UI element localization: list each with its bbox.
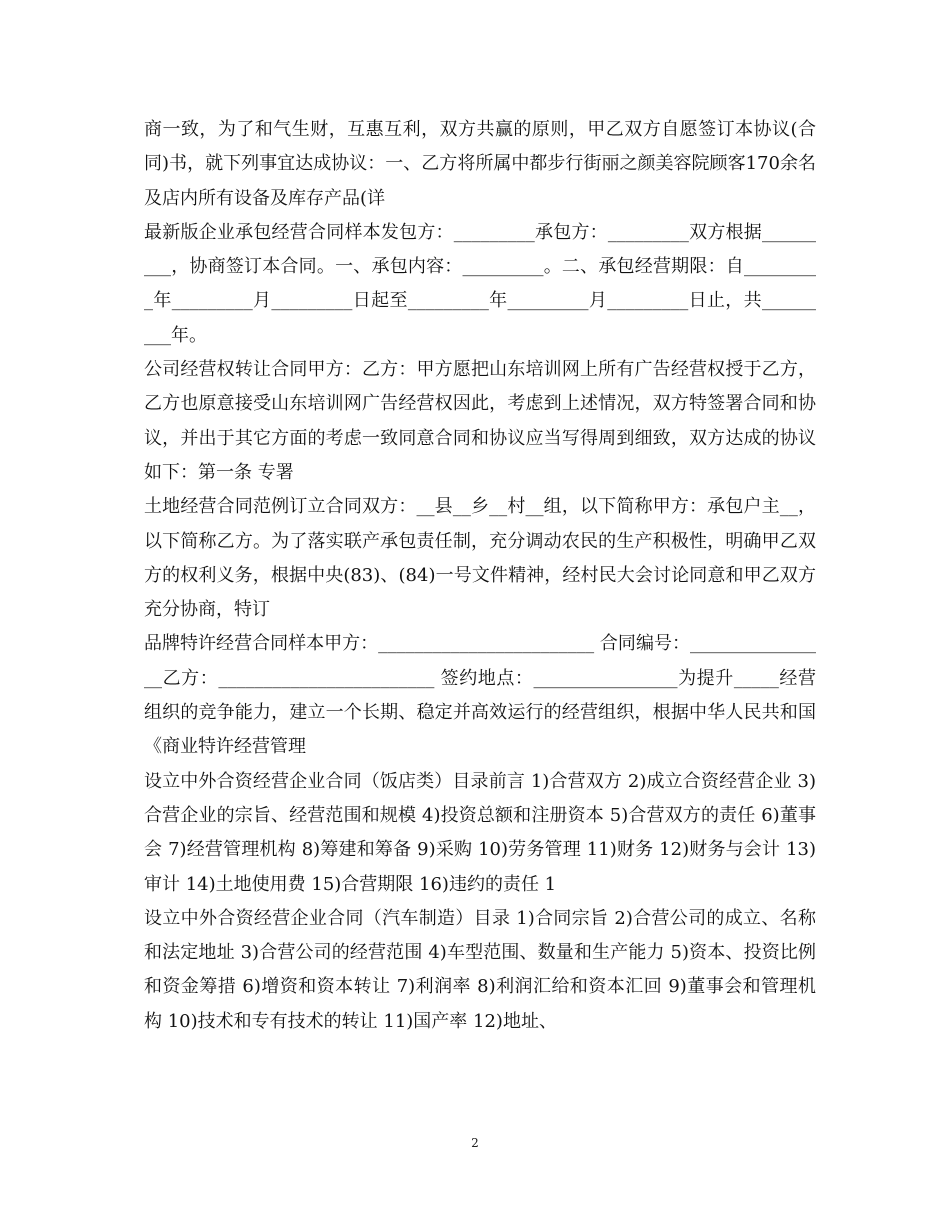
paragraph-beauty-salon-transfer: 商一致，为了和气生财，互惠互利，双方共赢的原则，甲乙双方自愿签订本协议(合同)书，就下列事宜达成协议：一、乙方将所属中都步行街丽之颜美容院顾客170余名及店内所有设备及库存产品(详 (144, 119, 816, 209)
page-number: 2 (471, 1136, 479, 1150)
paragraph-jv-hotel-contract: 设立中外合资经营企业合同（饭店类）目录前言 1)合营双方 2)成立合资经营企业 3)合营企业的宗旨、经营范围和规模 4)投资总额和注册资本 5)合营双方的责任 6)董事会 7)经营管理机构 8)筹建和筹备 9)采购 10)劳务管理 11)财务 12)财务与会计 13)审计 14)土地使用费 15)合营期限 16)违约的责任 1 (144, 770, 816, 895)
paragraph-franchise-contract: 品牌特许经营合同样本甲方：________________________ 合同编号：________________乙方：________________________ 签约地点：________________为提升_____经营组织的竞争能力，建立一个长期、稳定并高效运行的经营组织，根据中华人民共和国《商业特许经营管理 (144, 633, 816, 758)
document-body (144, 113, 816, 1039)
paragraph-land-contract: 土地经营合同范例订立合同双方：__县__乡__村__组，以下简称甲方：承包户主__，以下简称乙方。为了落实联产承包责任制，充分调动农民的生产积极性，明确甲乙双方的权利义务，根据中央(83)、(84)一号文件精神，经村民大会讨论同意和甲乙双方充分协商，特订 (144, 496, 816, 621)
paragraph-enterprise-contract-lease: 最新版企业承包经营合同样本发包方：_________承包方：_________双方根据_________，协商签订本合同。一、承包内容：_________。二、承包经营期限：自_________年_________月_________日起至_________年_________月_________日止，共_________年。 (144, 221, 816, 346)
paragraph-business-rights-transfer: 公司经营权转让合同甲方：乙方：甲方愿把山东培训网上所有广告经营权授于乙方，乙方也原意接受山东培训网广告经营权因此，考虑到上述情况，双方特签署合同和协议，并出于其它方面的考虑一致同意合同和协议应当写得周到细致，双方达成的协议如下：第一条 专署 (144, 359, 816, 483)
paragraph-jv-automobile-contract: 设立中外合资经营企业合同（汽车制造）目录 1)合同宗旨 2)合营公司的成立、名称和法定地址 3)合营公司的经营范围 4)车型范围、数量和生产能力 5)资本、投资比例和资金筹措 6)增资和资本转让 7)利润率 8)利润汇给和资本汇回 9)董事会和管理机构 10)技术和专有技术的转让 11)国产率 12)地址、 (144, 907, 816, 1032)
